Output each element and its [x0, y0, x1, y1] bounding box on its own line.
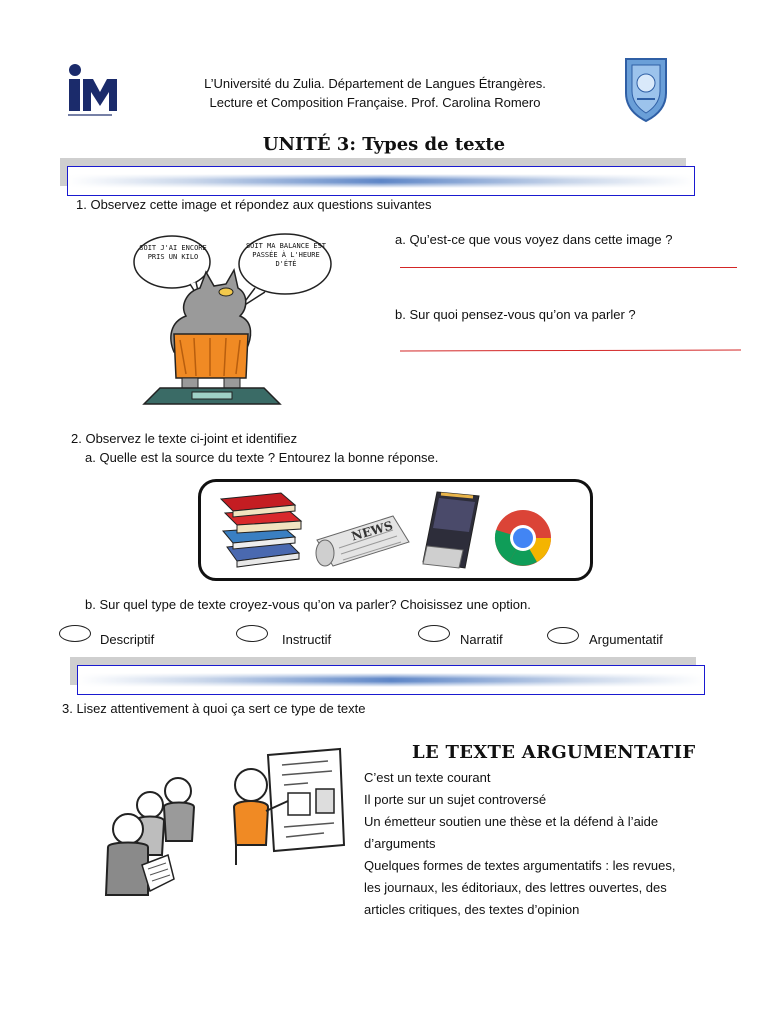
arg-line-3: Un émetteur soutien une thèse et la défend à l’aide — [364, 814, 659, 829]
arg-line-1: C’est un texte courant — [364, 770, 491, 785]
newspaper-label: NEWS — [349, 518, 395, 544]
option-descriptif-oval[interactable] — [59, 625, 91, 642]
arg-line-4: d’arguments — [364, 836, 436, 851]
arg-line-2: Il porte sur un sujet controversé — [364, 792, 547, 807]
option-narratif: Narratif — [460, 632, 503, 647]
question-3: 3. Lisez attentivement à quoi ça sert ce type de texte — [62, 701, 366, 716]
question-1a: a. Qu’est-ce que vous voyez dans cette image ? — [395, 232, 673, 247]
chrome-icon[interactable] — [493, 508, 553, 568]
argumentatif-title: LE TEXTE ARGUMENTATIF — [412, 742, 696, 763]
question-2: 2. Observez le texte ci-joint et identifiez — [71, 431, 298, 446]
question-2a: a. Quelle est la source du texte ? Entourez la bonne réponse. — [85, 450, 439, 465]
magazine-icon[interactable] — [417, 488, 485, 572]
arg-line-7: articles critiques, des textes d’opinion — [364, 902, 580, 917]
question-1: 1. Observez cette image et répondez aux questions suivantes — [76, 197, 432, 212]
cat-scale-cartoon — [130, 228, 340, 410]
unit-title: UNITÉ 3: Types de texte — [262, 134, 506, 155]
books-icon[interactable] — [217, 489, 309, 573]
option-narratif-oval[interactable] — [418, 625, 450, 642]
section-bar-2 — [77, 665, 705, 695]
answer-line-1b[interactable] — [400, 350, 741, 352]
cartoon-bubble-right: SOIT MA BALANCE EST PASSÉE À L'HEURE D'ÉTÉ — [245, 242, 327, 268]
question-2b: b. Sur quel type de texte croyez-vous qu’on va parler? Choisissez une option. — [85, 597, 531, 612]
option-argumentatif: Argumentatif — [589, 632, 663, 647]
faculty-seal — [620, 55, 672, 123]
header-line-1: L’Université du Zulia. Département de Langues Étrangères. — [204, 76, 546, 91]
presentation-illustration — [98, 745, 348, 905]
arg-line-6: les journaux, les éditoriaux, des lettres ouvertes, des — [364, 880, 667, 895]
cartoon-bubble-left: SOIT J'AI ENCORE PRIS UN KILO — [139, 244, 207, 261]
option-instructif: Instructif — [282, 632, 332, 647]
option-argumentatif-oval[interactable] — [547, 627, 579, 644]
option-instructif-oval[interactable] — [236, 625, 268, 642]
question-1b: b. Sur quoi pensez-vous qu’on va parler ? — [395, 307, 636, 322]
university-logo — [66, 62, 120, 120]
source-choices-box — [198, 479, 593, 581]
arg-line-5: Quelques formes de textes argumentatifs : les revues, — [364, 858, 676, 873]
section-bar — [67, 166, 695, 196]
header-line-2: Lecture et Composition Française. Prof. Carolina Romero — [209, 95, 541, 110]
answer-line-1a[interactable] — [400, 267, 737, 268]
option-descriptif: Descriptif — [100, 632, 155, 647]
newspaper-icon[interactable] — [313, 510, 413, 568]
